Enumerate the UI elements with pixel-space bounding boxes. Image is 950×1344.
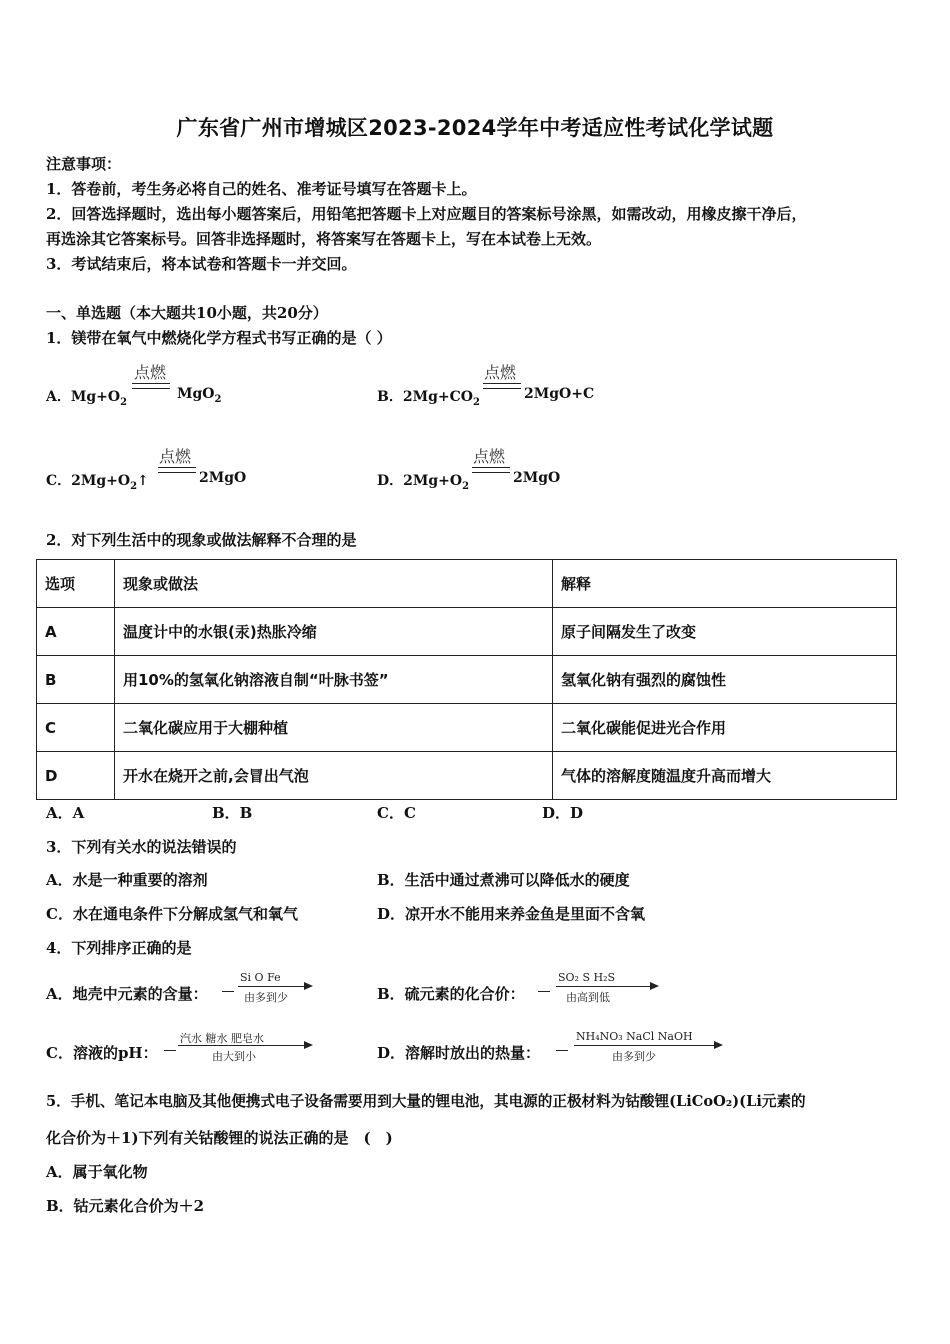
arrow-right-icon <box>304 1041 313 1049</box>
table-cell: D <box>37 752 115 800</box>
reactants: 2Mg+CO <box>402 389 473 405</box>
q3-option-a[interactable]: A．水是一种重要的溶剂 <box>46 871 208 889</box>
dash <box>164 1050 176 1051</box>
reactants: Mg+O <box>70 389 121 405</box>
arrow-line <box>178 1045 304 1046</box>
order-items: 汽水 糖水 肥皂水 <box>180 1032 264 1045</box>
q2-option-d[interactable]: D．D <box>542 804 584 822</box>
products: 2MgO <box>199 470 247 486</box>
subscript: 2 <box>462 480 470 492</box>
reactants: 2Mg+O <box>403 473 463 489</box>
q2-table <box>36 559 897 800</box>
arrow-line <box>574 1045 714 1046</box>
q5-stem-line1: 5．手机、笔记本电脑及其他便携式电子设备需要用到大量的锂电池，其电源的正极材料为钴酸锂(LiCoO₂)(Li元素的 <box>46 1093 806 1110</box>
option-label: A． <box>46 389 71 405</box>
table-header: 现象或做法 <box>115 560 553 608</box>
table-row <box>37 656 897 704</box>
equals-double-line <box>132 383 170 389</box>
table-cell: B <box>37 656 115 704</box>
reaction-condition: 点燃 <box>159 447 192 466</box>
q2-stem: 2．对下列生活中的现象或做法解释不合理的是 <box>46 531 357 549</box>
gas-arrow-icon: ↑ <box>137 473 149 489</box>
q1-option-c[interactable] <box>46 470 149 492</box>
reactants: 2Mg+O <box>71 473 131 489</box>
option-label: D． <box>377 473 404 489</box>
table-cell: 原子间隔发生了改变 <box>553 608 897 656</box>
subscript: 2 <box>120 396 128 408</box>
order-direction: 由多到少 <box>244 991 288 1004</box>
order-direction: 由大到小 <box>212 1050 256 1063</box>
arrow-right-icon <box>304 982 313 990</box>
page-title: 广东省广州市增城区2023-2024学年中考适应性考试化学试题 <box>176 116 774 140</box>
table-cell: 二氧化碳能促进光合作用 <box>553 704 897 752</box>
subscript: 2 <box>472 396 480 408</box>
subscript: 2 <box>130 480 138 492</box>
q4-stem: 4．下列排序正确的是 <box>46 939 192 957</box>
reaction-condition: 点燃 <box>134 363 167 382</box>
table-header-row <box>37 560 897 608</box>
notes-heading: 注意事项： <box>46 155 122 173</box>
table-cell: A <box>37 608 115 656</box>
table-cell: 温度计中的水银(汞)热胀冷缩 <box>115 608 553 656</box>
table-row <box>37 752 897 800</box>
q4-option-a[interactable]: A．地壳中元素的含量： <box>46 985 208 1003</box>
q5-option-b[interactable]: B．钴元素化合价为＋2 <box>46 1197 205 1215</box>
reaction-condition: 点燃 <box>484 363 517 382</box>
table-cell: 气体的溶解度随温度升高而增大 <box>553 752 897 800</box>
q3-option-b[interactable]: B．生活中通过煮沸可以降低水的硬度 <box>377 871 630 889</box>
q2-option-a[interactable]: A．A <box>46 804 85 822</box>
dash <box>222 991 234 992</box>
order-items: SO₂ S H₂S <box>558 971 616 984</box>
table-cell: 用10%的氢氧化钠溶液自制“叶脉书签” <box>115 656 553 704</box>
note-item-2a: 2．回答选择题时，选出每小题答案后，用铅笔把答题卡上对应题目的答案标号涂黑，如需改动，用橡皮擦干净后， <box>46 205 807 223</box>
arrow-line <box>556 986 650 987</box>
q3-option-c[interactable]: C．水在通电条件下分解成氢气和氧气 <box>46 905 298 923</box>
q5-option-a[interactable]: A．属于氧化物 <box>46 1163 148 1181</box>
q1-stem: 1．镁带在氧气中燃烧化学方程式书写正确的是（ ） <box>46 329 392 347</box>
note-item-1: 1．答卷前，考生务必将自己的姓名、准考证号填写在答题卡上。 <box>46 180 477 198</box>
option-label: B． <box>377 389 403 405</box>
equals-double-line <box>472 467 510 473</box>
dash <box>556 1050 568 1051</box>
table-cell: C <box>37 704 115 752</box>
equals-double-line <box>483 383 521 389</box>
arrow-right-icon <box>650 982 659 990</box>
q4-option-c[interactable]: C．溶液的pH： <box>46 1044 158 1062</box>
q5-stem-line2: 化合价为＋1)下列有关钴酸锂的说法正确的是 ( ) <box>46 1129 393 1147</box>
q1-option-b[interactable] <box>377 386 480 408</box>
order-direction: 由高到低 <box>566 991 610 1004</box>
table-header: 选项 <box>37 560 115 608</box>
note-item-3: 3．考试结束后，将本试卷和答题卡一并交回。 <box>46 255 357 273</box>
arrow-line <box>238 986 306 987</box>
arrow-right-icon <box>714 1041 723 1049</box>
q3-option-d[interactable]: D．凉开水不能用来养金鱼是里面不含氧 <box>377 905 646 923</box>
products: MgO$_2$ <box>177 386 222 405</box>
q4-option-d[interactable]: D．溶解时放出的热量： <box>377 1044 541 1062</box>
reaction-condition: 点燃 <box>473 447 506 466</box>
products: 2MgO+C <box>524 386 595 402</box>
table-header: 解释 <box>553 560 897 608</box>
q1-option-a[interactable] <box>46 386 127 408</box>
table-cell: 开水在烧开之前,会冒出气泡 <box>115 752 553 800</box>
products: 2MgO <box>513 470 561 486</box>
order-items: Si O Fe <box>240 971 281 984</box>
table-row <box>37 704 897 752</box>
dash <box>538 991 550 992</box>
q1-option-d[interactable] <box>377 470 469 492</box>
equals-double-line <box>158 467 196 473</box>
table-cell: 氢氧化钠有强烈的腐蚀性 <box>553 656 897 704</box>
table-cell: 二氧化碳应用于大棚种植 <box>115 704 553 752</box>
order-items: NH₄NO₃ NaCl NaOH <box>576 1030 693 1043</box>
table-row <box>37 608 897 656</box>
note-item-2b: 再选涂其它答案标号。回答非选择题时，将答案写在答题卡上，写在本试卷上无效。 <box>46 230 602 248</box>
q2-option-c[interactable]: C．C <box>377 804 416 822</box>
q2-option-b[interactable]: B．B <box>212 804 253 822</box>
q3-stem: 3．下列有关水的说法错误的 <box>46 838 237 856</box>
section-heading: 一、单选题（本大题共10小题，共20分） <box>46 304 328 322</box>
option-label: C． <box>46 473 72 489</box>
order-direction: 由多到少 <box>612 1050 656 1063</box>
q4-option-b[interactable]: B．硫元素的化合价： <box>377 985 525 1003</box>
